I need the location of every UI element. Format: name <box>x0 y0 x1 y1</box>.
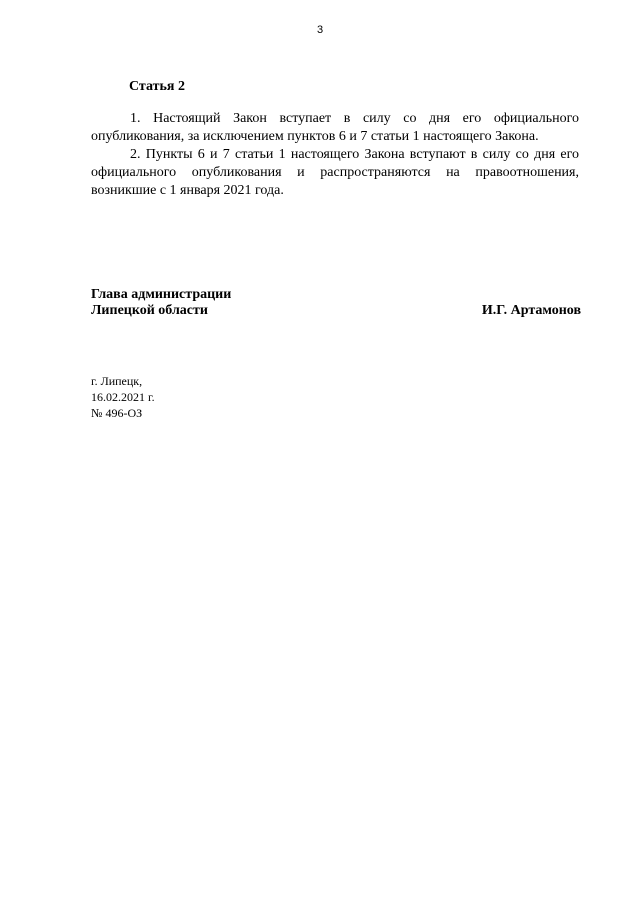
footer-city: г. Липецк, <box>91 374 143 388</box>
footer-number: № 496-ОЗ <box>91 406 143 420</box>
paragraph-1: 1. Настоящий Закон вступает в силу со дня его официального опубликования, за исключением пунктов 6 и 7 статьи 1 настоящего Закона. <box>91 111 579 144</box>
signatory-name: И.Г. Артамонов <box>481 303 581 318</box>
footer-date: 16.02.2021 г. <box>91 390 155 404</box>
paragraph-2: 2. Пункты 6 и 7 статьи 1 настоящего Закона вступают в силу со дня его официального опубликования и распространяются на правоотношения, возникшие с 1 января 2021 года. <box>91 147 579 198</box>
signatory-position-line2: Липецкой области <box>91 303 208 318</box>
page-number: 3 <box>316 24 324 36</box>
document-footer <box>91 373 155 421</box>
article-heading: Статья 2 <box>129 79 185 94</box>
signatory-position-line1: Глава администрации <box>91 287 232 302</box>
signature-block <box>91 287 581 319</box>
article-body <box>91 110 579 200</box>
